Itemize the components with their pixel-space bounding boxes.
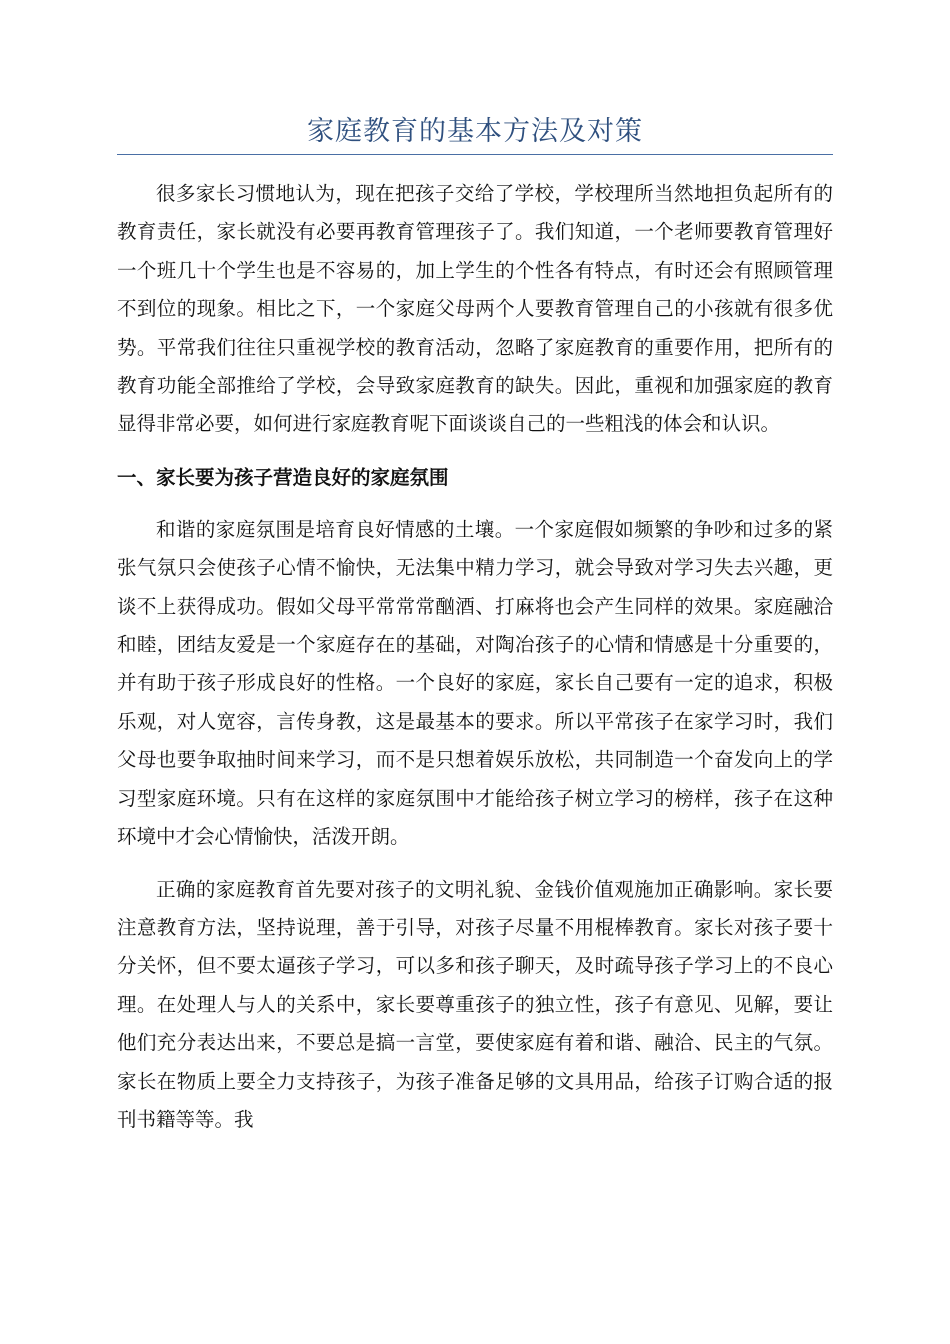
intro-paragraph: 很多家长习惯地认为，现在把孩子交给了学校，学校理所当然地担负起所有的教育责任，家长就没有必要再教育管理孩子了。我们知道，一个老师要教育管理好一个班几十个学生也是不容易的，加上学生的个性各有特点，有时还会有照顾管理不到位的现象。相比之下，一个家庭父母两个人要教育管理自己的小孩就有很多优势。平常我们往往只重视学校的教育活动，忽略了家庭教育的重要作用，把所有的教育功能全部推给了学校，会导致家庭教育的缺失。因此，重视和加强家庭的教育显得非常必要，如何进行家庭教育呢下面谈谈自己的一些粗浅的体会和认识。	[117, 182, 833, 436]
title-underline	[117, 154, 833, 155]
document-page	[117, 112, 833, 1139]
document-title: 家庭教育的基本方法及对策	[307, 116, 643, 147]
section-heading: 一、家长要为孩子营造良好的家庭氛围	[117, 465, 449, 489]
body-paragraph-2: 正确的家庭教育首先要对孩子的文明礼貌、金钱价值观施加正确影响。家长要注意教育方法，坚持说理，善于引导，对孩子尽量不用棍棒教育。家长对孩子要十分关怀，但不要太逼孩子学习，可以多和孩子聊天，及时疏导孩子学习上的不良心理。在处理人与人的关系中，家长要尊重孩子的独立性，孩子有意见、见解，要让他们充分表达出来，不要总是搞一言堂，要使家庭有着和谐、融洽、民主的气氛。家长在物质上要全力支持孩子，为孩子准备足够的文具用品，给孩子订购合适的报刊书籍等等。我	[117, 877, 833, 1131]
body-paragraph-1: 和谐的家庭氛围是培育良好情感的土壤。一个家庭假如频繁的争吵和过多的紧张气氛只会使孩子心情不愉快，无法集中精力学习，就会导致对学习失去兴趣，更谈不上获得成功。假如父母平常常常酗酒、打麻将也会产生同样的效果。家庭融洽和睦，团结友爱是一个家庭存在的基础，对陶冶孩子的心情和情感是十分重要的，并有助于孩子形成良好的性格。一个良好的家庭，家长自己要有一定的追求，积极乐观，对人宽容，言传身教，这是最基本的要求。所以平常孩子在家学习时，我们父母也要争取抽时间来学习，而不是只想着娱乐放松，共同制造一个奋发向上的学习型家庭环境。只有在这样的家庭氛围中才能给孩子树立学习的榜样，孩子在这种环境中才会心情愉快，活泼开朗。	[117, 517, 833, 849]
